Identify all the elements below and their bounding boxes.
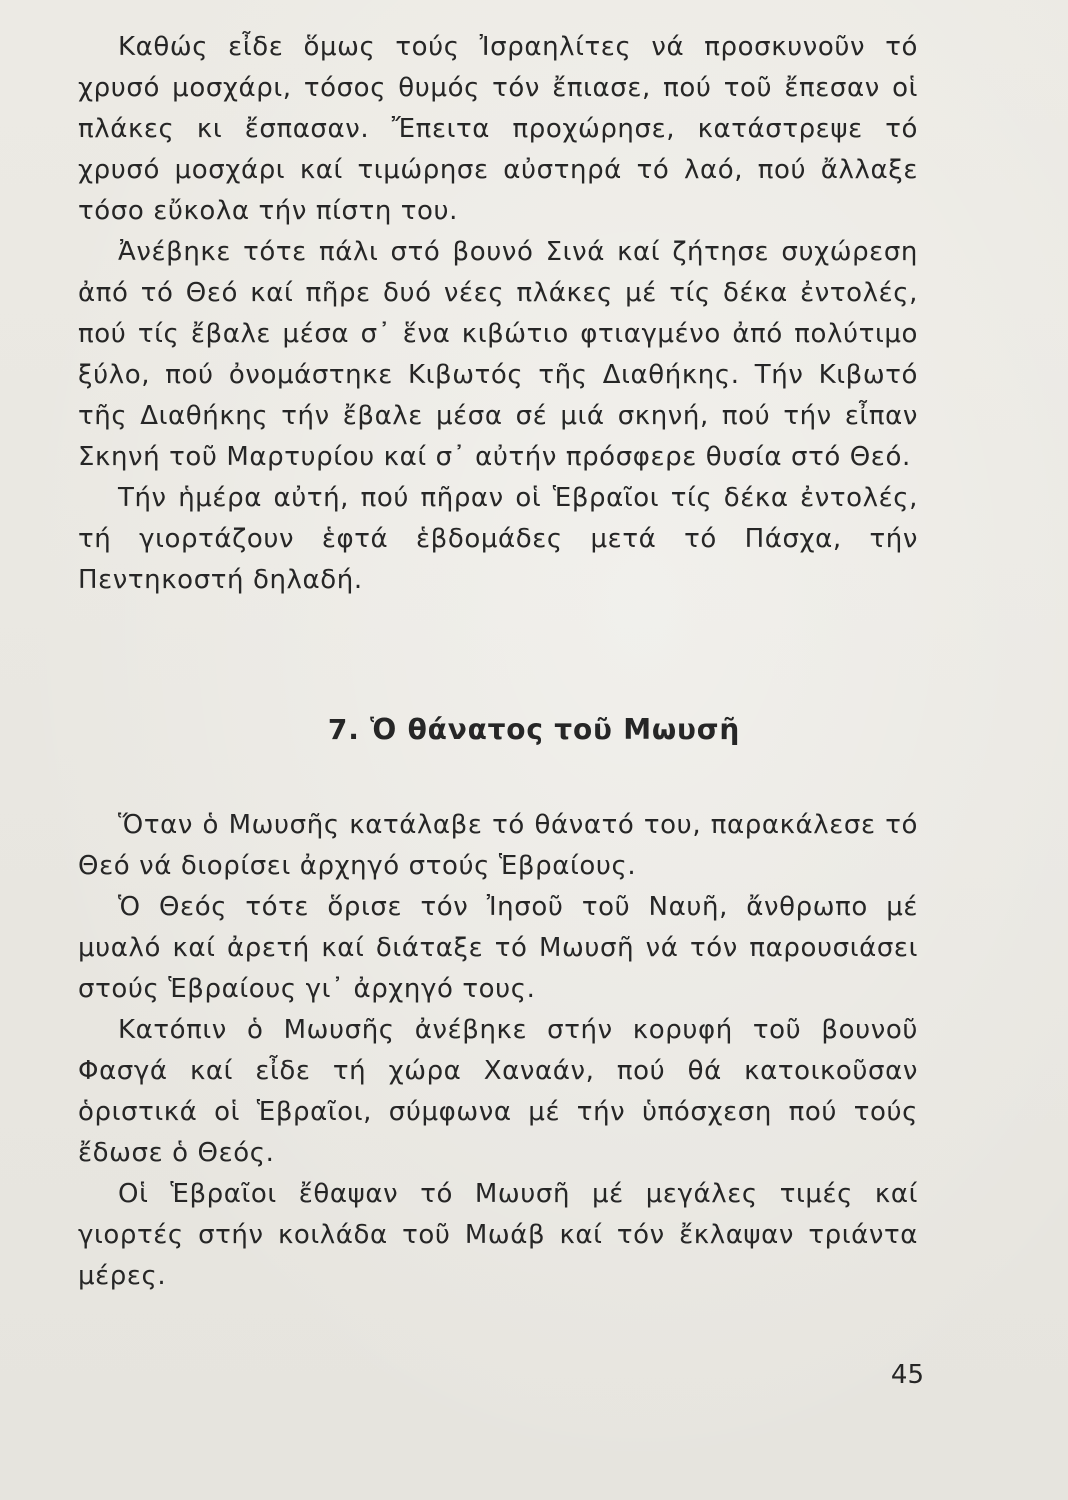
section-heading: 7. Ὁ θάνατος τοῦ Μωυσῆ — [327, 713, 741, 746]
paragraph: Ὁ Θεός τότε ὅρισε τόν Ἰησοῦ τοῦ Ναυῆ, ἄνθρωπο μέ μυαλό καί ἀρετή καί διάταξε τό Μωυσῆ νά τόν παρουσιάσει στούς Ἑβραίους γι᾽ ἀρχηγό τους. — [78, 892, 918, 1004]
section-death-of-moses — [78, 805, 918, 1297]
paragraph: Τήν ἡμέρα αὐτή, πού πῆραν οἱ Ἑβραῖοι τίς δέκα ἐντολές, τή γιορτάζουν ἑφτά ἑβδομάδες μετά τό Πάσχα, τήν Πεντηκοστή δηλαδή. — [78, 483, 918, 595]
paragraph: Καθώς εἶδε ὅμως τούς Ἰσραηλίτες νά προσκυνοῦν τό χρυσό μοσχάρι, τόσος θυμός τόν ἔπιασε, πού τοῦ ἔπεσαν οἱ πλάκες κι ἔσπασαν. Ἔπειτα προχώρησε, κατάστρεψε τό χρυσό μοσχάρι καί τιμώρησε αὐστηρά τό λαό, πού ἄλλαξε τόσο εὔκολα τήν πίστη του. — [78, 32, 918, 226]
paragraph: Ἀνέβηκε τότε πάλι στό βουνό Σινά καί ζήτησε συχώρεση ἀπό τό Θεό καί πῆρε δυό νέες πλάκες μέ τίς δέκα ἐντολές, πού τίς ἔβαλε μέσα σ᾽ ἕνα κιβώτιο φτιαγμένο ἀπό πολύτιμο ξύλο, πού ὀνομάστηκε Κιβωτός τῆς Διαθήκης. Τήν Κιβωτό τῆς Διαθήκης τήν ἔβαλε μέσα σέ μιά σκηνή, πού τήν εἶπαν Σκηνή τοῦ Μαρτυρίου καί σ᾽ αὐτήν πρόσφερε θυσία στό Θεό. — [78, 237, 918, 472]
section-golden-calf — [78, 27, 918, 601]
paragraph: Κατόπιν ὁ Μωυσῆς ἀνέβηκε στήν κορυφή τοῦ βουνοῦ Φασγά καί εἶδε τή χώρα Χαναάν, πού θά κατοικοῦσαν ὁριστικά οἱ Ἑβραῖοι, σύμφωνα μέ τήν ὑπόσχεση πού τούς ἔδωσε ὁ Θεός. — [78, 1015, 918, 1168]
paragraph: Ὅταν ὁ Μωυσῆς κατάλαβε τό θάνατό του, παρακάλεσε τό Θεό νά διορίσει ἀρχηγό στούς Ἑβραίους. — [78, 810, 918, 881]
page-number: 45 — [890, 1360, 924, 1390]
paragraph: Οἱ Ἑβραῖοι ἔθαψαν τό Μωυσῆ μέ μεγάλες τιμές καί γιορτές στήν κοιλάδα τοῦ Μωάβ καί τόν ἔκλαψαν τριάντα μέρες. — [78, 1179, 918, 1291]
